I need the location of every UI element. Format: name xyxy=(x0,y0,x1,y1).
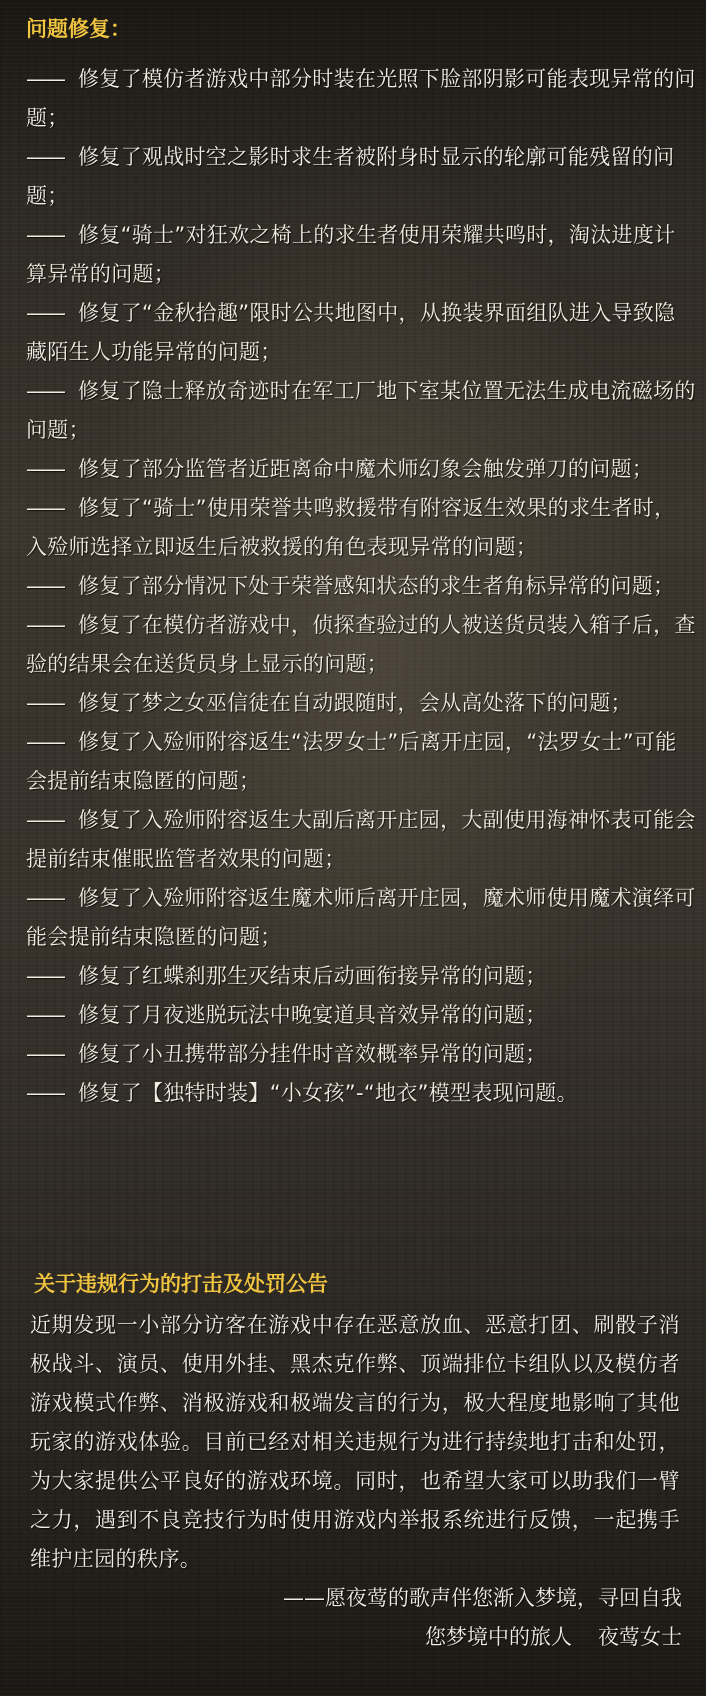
fix-text: 修复“骑士”对狂欢之椅上的求生者使用荣耀共鸣时，淘汰进度计算异常的问题； xyxy=(26,223,676,286)
fix-text: 修复了梦之女巫信徒在自动跟随时，会从高处落下的问题； xyxy=(78,691,632,715)
fix-text: 修复了入殓师附容返生魔术师后离开庄园，魔术师使用魔术演绎可能会提前结束隐匿的问题； xyxy=(26,886,696,949)
fix-text: 修复了入殓师附容返生“法罗女士”后离开庄园，“法罗女士”可能会提前结束隐匿的问题； xyxy=(26,730,677,793)
signature-name: 夜莺女士 xyxy=(598,1625,682,1649)
fix-text: 修复了“金秋拾趣”限时公共地图中，从换装界面组队进入导致隐藏陌生人功能异常的问题； xyxy=(26,301,676,364)
fix-text: 修复了隐士释放奇迹时在军工厂地下室某位置无法生成电流磁场的问题； xyxy=(26,379,696,442)
fix-text: 修复了【独特时装】“小女孩”-“地衣”模型表现问题。 xyxy=(78,1081,578,1105)
fix-item-6 xyxy=(26,450,696,489)
fix-text: 修复了月夜逃脱玩法中晚宴道具音效异常的问题； xyxy=(78,1003,547,1027)
fix-item-16 xyxy=(26,1035,696,1074)
fix-item-14 xyxy=(26,957,696,996)
fix-item-15 xyxy=(26,996,696,1035)
fix-item-1 xyxy=(26,60,696,138)
signature-author xyxy=(425,1618,682,1657)
fix-dash: —— xyxy=(26,808,64,832)
fix-text: 修复了在模仿者游戏中，侦探查验过的人被送货员装入箱子后，查验的结果会在送货员身上显示的问题； xyxy=(26,613,696,676)
fix-text: 修复了入殓师附容返生大副后离开庄园，大副使用海神怀表可能会提前结束催眠监管者效果的问题； xyxy=(26,808,696,871)
fix-dash: —— xyxy=(26,613,64,637)
fix-item-10 xyxy=(26,684,696,723)
fix-text: 修复了观战时空之影时求生者被附身时显示的轮廓可能残留的问题； xyxy=(26,145,675,208)
fix-item-4 xyxy=(26,294,696,372)
fix-dash: —— xyxy=(26,1042,64,1066)
fix-item-8 xyxy=(26,567,696,606)
fix-item-17 xyxy=(26,1074,696,1113)
notice-body: 近期发现一小部分访客在游戏中存在恶意放血、恶意打团、刷骰子消极战斗、演员、使用外挂、黑杰克作弊、顶端排位卡组队以及模仿者游戏模式作弊、消极游戏和极端发言的行为，极大程度地影响了其他玩家的游戏体验。目前已经对相关违规行为进行持续地打击和处罚，为大家提供公平良好的游戏环境。同时，也希望大家可以助我们一臂之力，遇到不良竞技行为时使用游戏内举报系统进行反馈，一起携手维护庄园的秩序。 xyxy=(30,1313,680,1571)
fix-text: 修复了小丑携带部分挂件时音效概率异常的问题； xyxy=(78,1042,547,1066)
fix-text: 修复了“骑士”使用荣誉共鸣救援带有附容返生效果的求生者时，入殓师选择立即返生后被救援的角色表现异常的问题； xyxy=(26,496,676,559)
fix-dash: —— xyxy=(26,457,64,481)
fix-text: 修复了部分情况下处于荣誉感知状态的求生者角标异常的问题； xyxy=(78,574,675,598)
fix-item-11 xyxy=(26,723,696,801)
fix-dash: —— xyxy=(26,1081,64,1105)
fix-dash: —— xyxy=(26,67,64,91)
fix-item-13 xyxy=(26,879,696,957)
fix-item-5 xyxy=(26,372,696,450)
fix-dash: —— xyxy=(26,301,64,325)
fix-dash: —— xyxy=(26,964,64,988)
fix-item-2 xyxy=(26,138,696,216)
fix-dash: —— xyxy=(26,145,64,169)
fix-dash: —— xyxy=(26,496,64,520)
fix-item-12 xyxy=(26,801,696,879)
fix-dash: —— xyxy=(26,730,64,754)
fix-dash: —— xyxy=(26,379,64,403)
fix-dash: —— xyxy=(26,886,64,910)
fix-item-7 xyxy=(26,489,696,567)
signature-traveler: 您梦境中的旅人 xyxy=(425,1625,572,1649)
fix-dash: —— xyxy=(26,574,64,598)
signature-line: ——愿夜莺的歌声伴您渐入梦境，寻回自我 xyxy=(283,1586,682,1610)
fixes-section-title: 问题修复： xyxy=(26,17,131,41)
fix-dash: —— xyxy=(26,1003,64,1027)
fix-text: 修复了红蝶刹那生灭结束后动画衔接异常的问题； xyxy=(78,964,547,988)
fix-item-9 xyxy=(26,606,696,684)
notice-section-title: 关于违规行为的打击及处罚公告 xyxy=(34,1272,328,1296)
fix-dash: —— xyxy=(26,223,64,247)
fix-text: 修复了部分监管者近距离命中魔术师幻象会触发弹刀的问题； xyxy=(78,457,654,481)
fix-list xyxy=(26,60,696,1113)
fix-item-3 xyxy=(26,216,696,294)
fix-dash: —— xyxy=(26,691,64,715)
fix-text: 修复了模仿者游戏中部分时装在光照下脸部阴影可能表现异常的问题； xyxy=(26,67,696,130)
